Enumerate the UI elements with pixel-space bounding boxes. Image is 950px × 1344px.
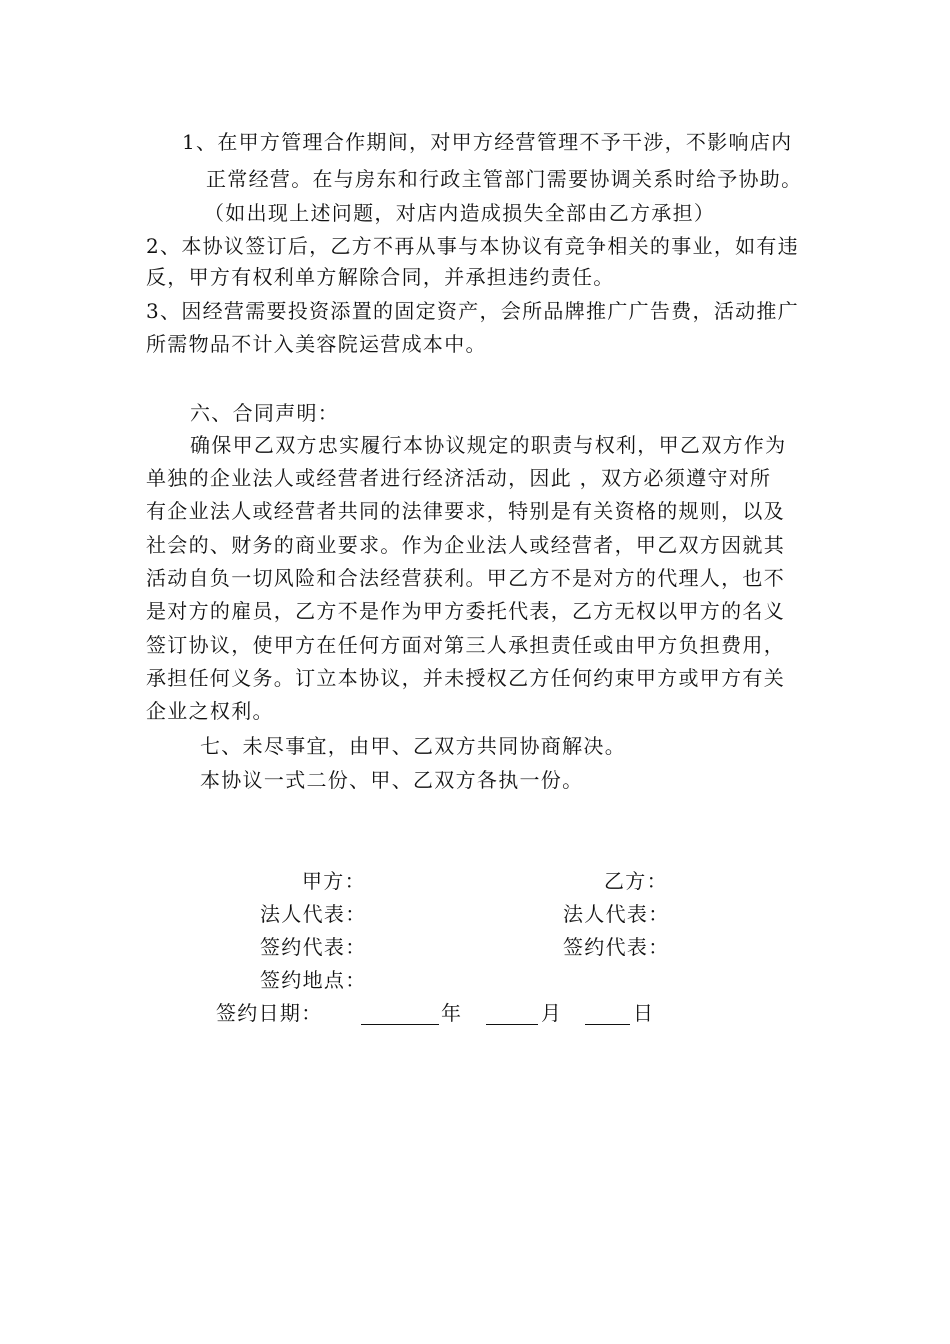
year-blank <box>361 1002 439 1025</box>
section-6-line: 有企业法人或经营者共同的法律要求，特别是有关资格的规则，以及 <box>146 499 785 523</box>
section-6-line: 活动自负一切风险和合法经营获利。甲乙方不是对方的代理人，也不 <box>146 566 785 590</box>
party-b-label: 乙方： <box>604 869 668 893</box>
section-6-line: 社会的、财务的商业要求。作为企业法人或经营者，甲乙双方因就其 <box>146 533 785 557</box>
month-blank <box>486 1002 538 1025</box>
item-1-line-3: （如出现上述问题，对店内造成损失全部由乙方承担） <box>204 201 716 225</box>
legal-rep-b-label: 法人代表： <box>563 902 670 926</box>
section-6-line: 是对方的雇员，乙方不是作为甲方委托代表，乙方无权以甲方的名义 <box>146 599 785 623</box>
day-blank <box>585 1002 630 1025</box>
section-6-line: 承担任何义务。订立本协议，并未授权乙方任何约束甲方或甲方有关 <box>146 666 785 690</box>
item-2-line-1: 2、本协议签订后，乙方不再从事与本协议有竞争相关的事业，如有违 <box>146 234 800 258</box>
section-6-line: 企业之权利。 <box>146 699 274 723</box>
item-2-line-2: 反，甲方有权利单方解除合同，并承担违约责任。 <box>146 265 615 289</box>
sign-date-label: 签约日期： <box>216 1001 323 1025</box>
section-6-heading: 六、合同声明： <box>190 401 340 425</box>
legal-rep-a-label: 法人代表： <box>260 902 367 926</box>
sign-place-label: 签约地点： <box>260 968 367 992</box>
day-label: 日 <box>633 1001 655 1025</box>
sign-rep-b-label: 签约代表： <box>563 935 670 959</box>
item-1-line-2: 正常经营。在与房东和行政主管部门需要协调关系时给予协助。 <box>206 167 803 191</box>
party-a-label: 甲方： <box>302 869 366 893</box>
copies-statement: 本协议一式二份、甲、乙双方各执一份。 <box>200 768 584 792</box>
year-label: 年 <box>441 1001 463 1025</box>
section-6-line: 单独的企业法人或经营者进行经济活动，因此 ，双方必须遵守对所 <box>146 466 772 490</box>
month-label: 月 <box>541 1001 563 1025</box>
section-7-text: 七、未尽事宜，由甲、乙双方共同协商解决。 <box>200 734 626 758</box>
sign-rep-a-label: 签约代表： <box>260 935 367 959</box>
section-6-line: 确保甲乙双方忠实履行本协议规定的职责与权利，甲乙双方作为 <box>190 433 787 457</box>
item-3-line-2: 所需物品不计入美容院运营成本中。 <box>146 332 487 356</box>
item-1-line-1: 1、在甲方管理合作期间，对甲方经营管理不予干涉，不影响店内 <box>182 130 793 154</box>
item-3-line-1: 3、因经营需要投资添置的固定资产，会所品牌推广广告费，活动推广 <box>146 299 800 323</box>
section-6-line: 签订协议，使甲方在任何方面对第三人承担责任或由甲方负担费用， <box>146 633 785 657</box>
